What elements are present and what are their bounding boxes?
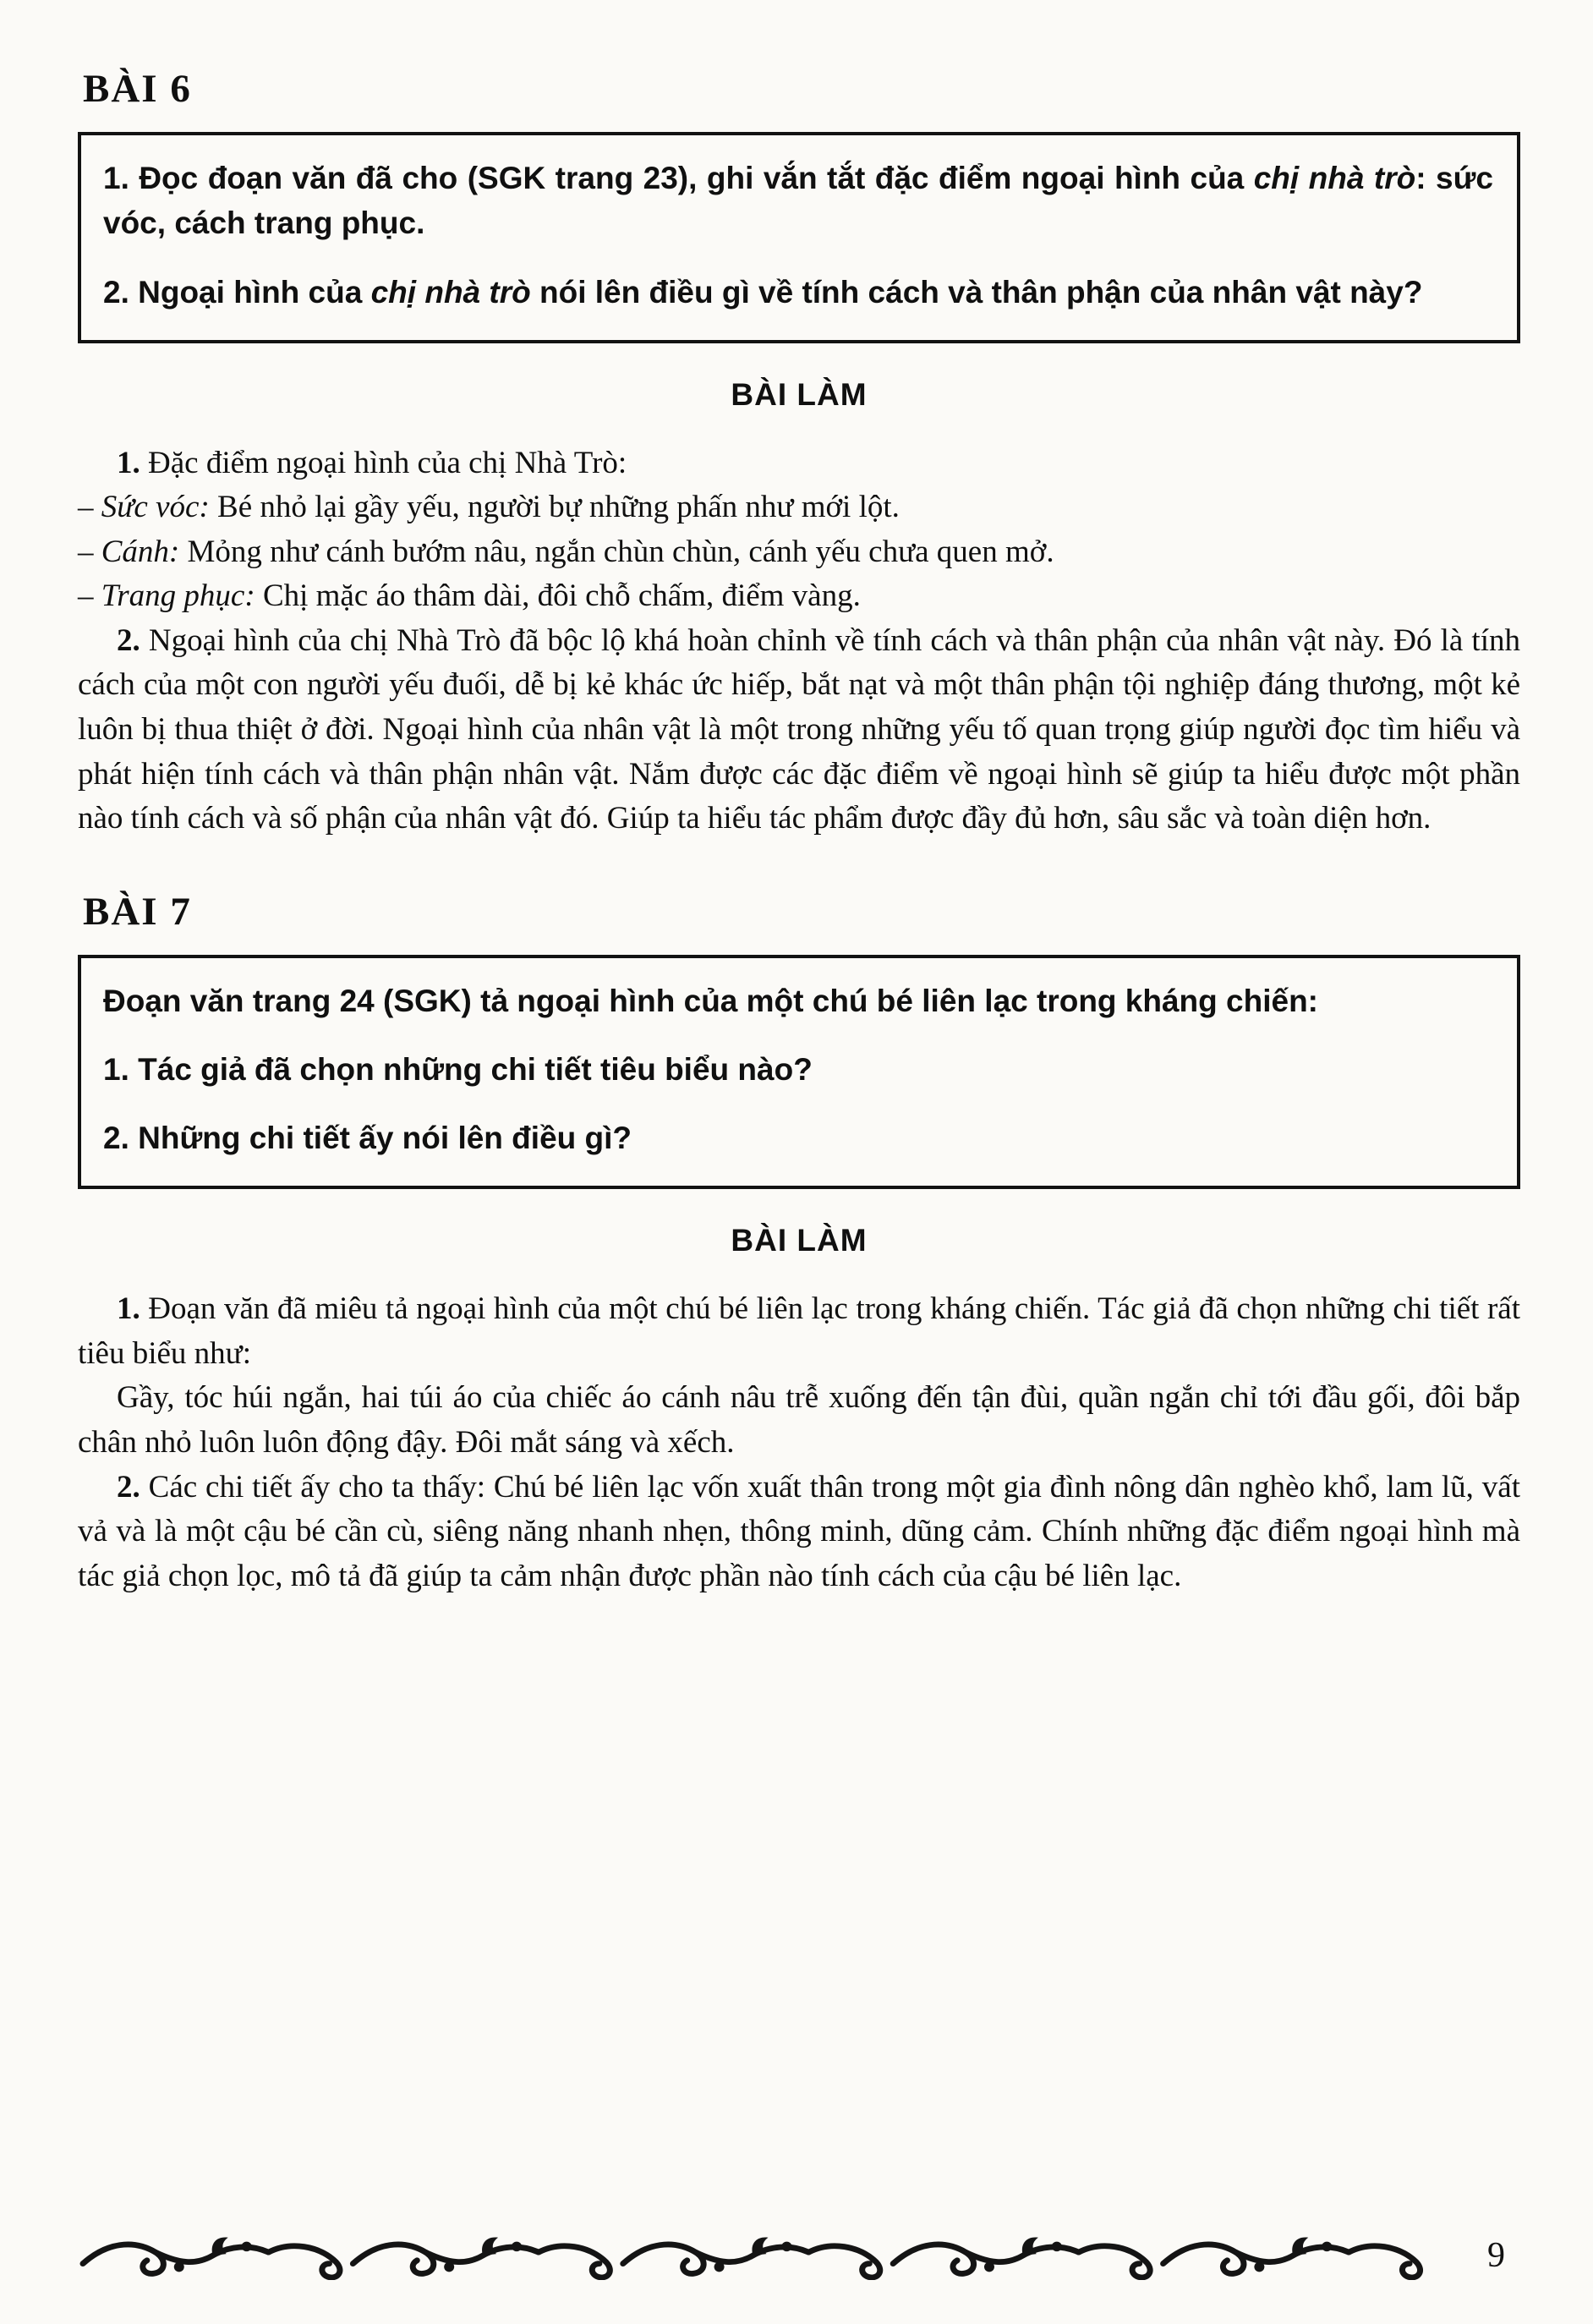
paragraph-number: 1. [117,445,140,480]
paragraph-text: Ngoại hình của chị Nhà Trò đã bộc lộ khá hoàn chỉnh về tính cách và thân phận của nhân vật này. Đó là tính cách của một con người yếu đuối, dễ bị kẻ khác ức hiếp, bắt nạt và một thân phận tội nghiệp đáng thương, một kẻ luôn bị thua thiệt ở đời. Ngoại hình của nhân vật là một trong những yếu tố quan trọng giúp người đọc tìm hiểu và phát hiện tính cách và thân phận nhân vật. Nắm được các đặc điểm về ngoại hình sẽ giúp ta hiểu được một phần nào tính cách và số phận của nhân vật đó. Giúp ta hiểu tác phẩm được đầy đủ hơn, sâu sắc và toàn diện hơn. [78,622,1520,836]
answer-paragraph [78,619,1520,841]
item-dash: – [78,534,101,569]
item-label: Cánh: [101,534,180,569]
answer-paragraph [78,1287,1520,1376]
paragraph-number: 1. [117,1291,140,1327]
section-bai-6 [78,66,1520,841]
item-label: Trang phục: [101,578,255,614]
section-bai-7 [78,889,1520,1599]
question-2 [103,270,1493,315]
answer-item [78,574,1520,619]
question-1 [103,156,1493,246]
answer-paragraph: Gầy, tóc húi ngắn, hai túi áo của chiếc áo cánh nâu trễ xuống đến tận đùi, quần ngắn chỉ tới đầu gối, đôi bắp chân nhỏ luôn luôn động đậy. Đôi mắt sáng và xếch. [78,1380,1520,1460]
question-italic-term: chị nhà trò [1253,161,1416,195]
item-dash: – [78,490,101,525]
question-text: : sức vóc, cách trang phục. [103,161,1493,241]
footer-ornament-icon [78,2231,1428,2280]
item-dash: – [78,578,101,614]
item-text: Mỏng như cánh bướm nâu, ngắn chùn chùn, cánh yếu chưa quen mở. [179,534,1054,569]
question-text: 1. Đọc đoạn văn đã cho (SGK trang 23), ghi vắn tắt đặc điểm ngoại hình của [103,161,1254,195]
box-intro: Đoạn văn trang 24 (SGK) tả ngoại hình của một chú bé liên lạc trong kháng chiến: [103,983,1319,1018]
answer-bai-6 [78,441,1520,841]
question-italic-term: chị nhà trò [370,274,531,310]
answer-bai-7 [78,1287,1520,1598]
answer-paragraph [78,1466,1520,1599]
paragraph-text: Đặc điểm ngoại hình của chị Nhà Trò: [140,445,627,480]
answer-item [78,485,1520,530]
question-text: nói lên điều gì về tính cách và thân phận của nhân vật này? [530,274,1423,310]
answer-paragraph [78,441,1520,486]
answer-item [78,530,1520,575]
paragraph-number: 2. [117,622,140,658]
bai-lam-heading: BÀI LÀM [731,1223,868,1258]
paragraph-text: Đoạn văn đã miêu tả ngoại hình của một chú bé liên lạc trong kháng chiến. Tác giả đã chọn những chi tiết rất tiêu biểu như: [78,1291,1520,1371]
paragraph-number: 2. [117,1469,140,1505]
item-text: Chị mặc áo thâm dài, đôi chỗ chấm, điểm vàng. [255,578,861,614]
item-text: Bé nhỏ lại gầy yếu, người bự những phấn như mới lột. [209,490,900,525]
page-number: 9 [1487,2236,1505,2275]
question-1: 1. Tác giả đã chọn những chi tiết tiêu biểu nào? [103,1051,813,1087]
paragraph-text: Các chi tiết ấy cho ta thấy: Chú bé liên lạc vốn xuất thân trong một gia đình nông dân nghèo khổ, lam lũ, vất vả và là một cậu bé cần cù, siêng năng nhanh nhẹn, thông minh, dũng cảm. Chính những đặc điểm ngoại hình mà tác giả chọn lọc, mô tả đã giúp ta cảm nhận được phần nào tính cách của cậu bé liên lạc. [78,1469,1520,1593]
question-text: 2. Ngoại hình của [103,274,371,310]
question-box-bai-7 [78,955,1520,1190]
section-heading-bai-7: BÀI 7 [83,889,192,934]
bai-lam-heading: BÀI LÀM [731,376,868,412]
question-box-bai-6 [78,132,1520,343]
question-2: 2. Những chi tiết ấy nói lên điều gì? [103,1121,632,1156]
page-footer [78,2231,1520,2280]
item-label: Sức vóc: [101,490,210,525]
section-heading-bai-6: BÀI 6 [83,67,192,111]
